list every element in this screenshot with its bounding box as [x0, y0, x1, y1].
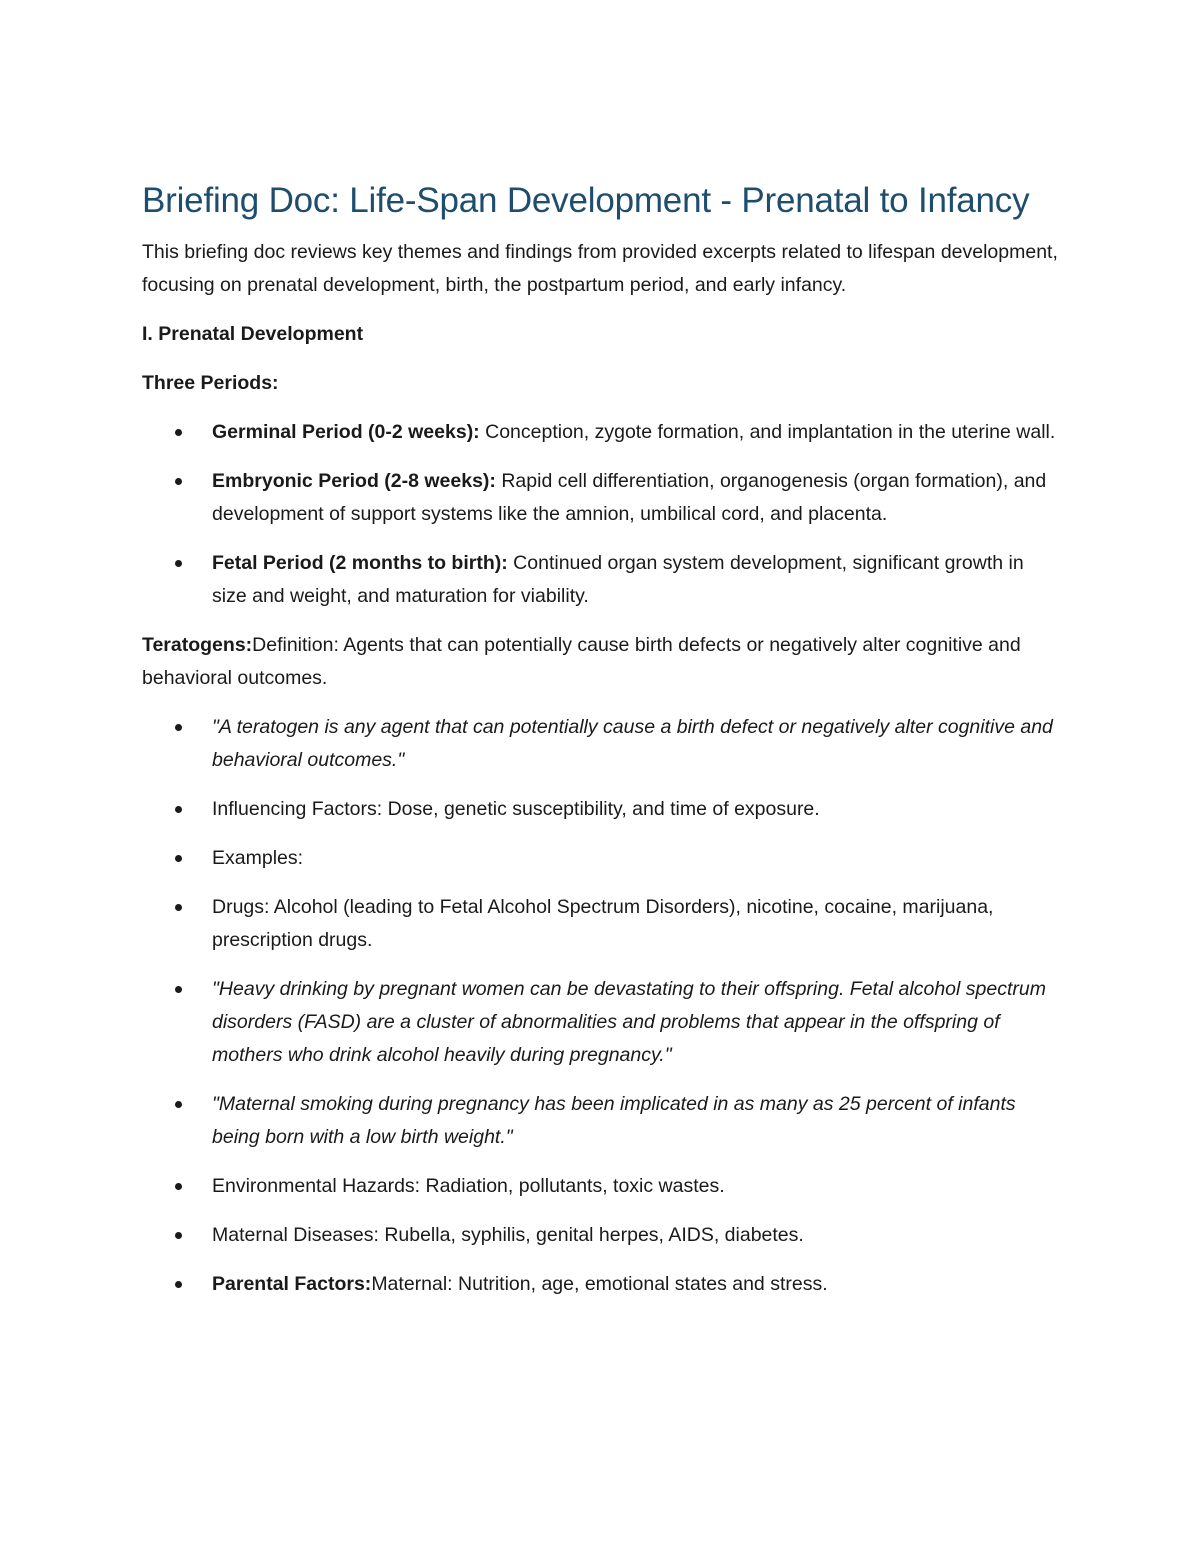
list-item-maternal-diseases — [142, 1219, 1062, 1252]
item-text: Influencing Factors: Dose, genetic susceptibility, and time of exposure. — [212, 798, 820, 820]
teratogens-term: Teratogens: — [142, 634, 253, 656]
quote-text: "Maternal smoking during pregnancy has been implicated in as many as 25 percent of infants being born with a low birth weight." — [212, 1093, 1016, 1148]
bullet-icon — [175, 1232, 182, 1239]
period-term: Fetal Period (2 months to birth): — [212, 552, 508, 574]
list-item-examples — [142, 842, 1062, 875]
period-term: Germinal Period (0-2 weeks): — [212, 421, 480, 443]
bullet-icon — [175, 806, 182, 813]
list-item-quote-teratogen — [142, 711, 1062, 777]
bullet-icon — [175, 1183, 182, 1190]
teratogens-list — [142, 711, 1062, 1301]
list-item-quote-fasd — [142, 973, 1062, 1072]
list-item-environmental-hazards — [142, 1170, 1062, 1203]
item-text: Drugs: Alcohol (leading to Fetal Alcohol Spectrum Disorders), nicotine, cocaine, marijuana, prescription drugs. — [212, 896, 994, 951]
bullet-icon — [175, 855, 182, 862]
parental-term: Parental Factors: — [212, 1273, 372, 1295]
bullet-icon — [175, 1281, 182, 1288]
period-term: Embryonic Period (2-8 weeks): — [212, 470, 496, 492]
intro-paragraph: This briefing doc reviews key themes and findings from provided excerpts related to lifespan development, focusing on prenatal development, birth, the postpartum period, and early infancy. — [142, 241, 1058, 296]
item-text: Examples: — [212, 847, 304, 869]
list-item-fetal — [142, 547, 1062, 613]
period-text: Conception, zygote formation, and implantation in the uterine wall. — [479, 421, 1056, 443]
list-item-parental-factors — [142, 1268, 1062, 1301]
periods-list — [142, 416, 1062, 613]
teratogens-definition: Definition: Agents that can potentially cause birth defects or negatively alter cognitive and behavioral outcomes. — [142, 634, 1021, 689]
bullet-icon — [175, 478, 182, 485]
list-item-influencing-factors — [142, 793, 1062, 826]
section-heading-prenatal: I. Prenatal Development — [142, 323, 364, 345]
bullet-icon — [175, 986, 182, 993]
quote-text: "Heavy drinking by pregnant women can be devastating to their offspring. Fetal alcohol spectrum disorders (FASD) are a cluster of abnormalities and problems that appear in the offspring of mothers who drink alcohol heavily during pregnancy." — [212, 978, 1046, 1066]
period-text: Rapid cell differentiation, organogenesis (organ formation), and development of support systems like the amnion, umbilical cord, and placenta. — [212, 470, 1047, 525]
teratogens-paragraph — [142, 629, 1062, 695]
list-item-quote-smoking — [142, 1088, 1062, 1154]
document-title: Briefing Doc: Life-Span Development - Prenatal to Infancy — [142, 181, 1030, 220]
list-item-germinal — [142, 416, 1062, 449]
item-text: Maternal: Nutrition, age, emotional states and stress. — [371, 1273, 828, 1295]
item-text: Maternal Diseases: Rubella, syphilis, genital herpes, AIDS, diabetes. — [212, 1224, 804, 1246]
bullet-icon — [175, 904, 182, 911]
quote-text: "A teratogen is any agent that can potentially cause a birth defect or negatively alter cognitive and behavioral outcomes." — [212, 716, 1053, 771]
list-item-embryonic — [142, 465, 1062, 531]
bullet-icon — [175, 560, 182, 567]
bullet-icon — [175, 429, 182, 436]
list-item-drugs — [142, 891, 1062, 957]
bullet-icon — [175, 1101, 182, 1108]
document-page — [142, 178, 1062, 1317]
period-text: Continued organ system development, significant growth in size and weight, and maturation for viability. — [212, 552, 1024, 607]
periods-heading: Three Periods: — [142, 372, 279, 394]
item-text: Environmental Hazards: Radiation, pollutants, toxic wastes. — [212, 1175, 725, 1197]
bullet-icon — [175, 724, 182, 731]
